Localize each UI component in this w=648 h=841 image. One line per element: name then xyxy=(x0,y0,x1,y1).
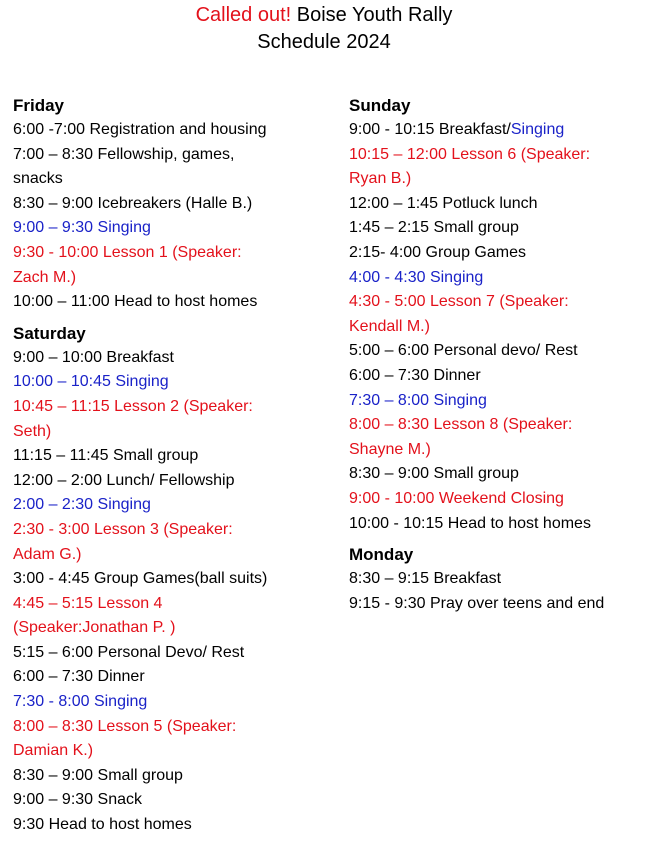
schedule-entry xyxy=(349,167,644,192)
entry-text: 8:00 – 8:30 Lesson 5 (Speaker: xyxy=(13,717,237,735)
entry-text: 9:00 - 10:15 Breakfast/ xyxy=(349,121,511,138)
schedule-entry xyxy=(13,665,331,690)
schedule-entry xyxy=(13,788,331,813)
schedule-entry xyxy=(349,266,644,291)
schedule-entry xyxy=(13,518,331,543)
entry-text: Ryan B.) xyxy=(349,170,412,188)
day-block xyxy=(349,543,644,616)
schedule-entry xyxy=(13,739,331,764)
entry-text: 7:30 - 8:00 Singing xyxy=(13,693,148,711)
day-heading: Saturday xyxy=(13,323,86,343)
title-line xyxy=(0,2,648,29)
entry-text: 10:00 – 11:00 Head to host homes xyxy=(13,293,258,311)
subtitle: Schedule 2024 xyxy=(257,31,391,53)
entry-text: 9:15 - 9:30 Pray over teens and end xyxy=(349,594,605,612)
entry-text: 12:00 – 1:45 Potluck lunch xyxy=(349,194,538,212)
day-heading: Monday xyxy=(349,545,414,565)
entry-text: 2:15- 4:00 Group Games xyxy=(349,243,526,261)
schedule-entry xyxy=(349,364,644,389)
entry-text: 9:00 – 9:30 Snack xyxy=(13,791,142,809)
entry-text: 6:00 – 7:30 Dinner xyxy=(13,668,145,686)
schedule-entry xyxy=(13,764,331,789)
entry-text: 10:15 – 12:00 Lesson 6 (Speaker: xyxy=(349,145,591,163)
entry-text: 9:30 Head to host homes xyxy=(13,816,192,834)
schedule-entry xyxy=(13,493,331,518)
schedule-entry xyxy=(349,143,644,168)
schedule-entry xyxy=(13,616,331,641)
schedule-entry xyxy=(349,118,644,143)
schedule-entry xyxy=(13,290,331,315)
entry-text: 9:00 – 10:00 Breakfast xyxy=(13,348,174,366)
schedule-entry xyxy=(349,462,644,487)
schedule-entry xyxy=(13,420,331,445)
entry-text: 7:00 – 8:30 Fellowship, games, xyxy=(13,145,235,163)
entry-text: 6:00 – 7:30 Dinner xyxy=(349,366,481,384)
schedule-entry xyxy=(349,592,644,617)
entry-text: 2:30 - 3:00 Lesson 3 (Speaker: xyxy=(13,520,233,538)
schedule-entry xyxy=(13,592,331,617)
day-heading: Friday xyxy=(13,96,65,115)
schedule-entry xyxy=(13,395,331,420)
entry-text: 10:45 – 11:15 Lesson 2 (Speaker: xyxy=(13,397,253,415)
entry-text: 11:15 – 11:45 Small group xyxy=(13,447,199,465)
schedule-entry xyxy=(13,813,331,838)
schedule-entry xyxy=(13,543,331,568)
schedule-entry xyxy=(349,512,644,537)
right-column xyxy=(349,94,644,616)
title-rest: Boise Youth Rally xyxy=(291,4,453,26)
day-block xyxy=(13,94,331,315)
entry-text: 2:00 – 2:30 Singing xyxy=(13,496,151,514)
schedule-entry xyxy=(13,346,331,371)
entry-text: 12:00 – 2:00 Lunch/ Fellowship xyxy=(13,471,235,489)
entry-text: Seth) xyxy=(13,422,52,440)
left-column xyxy=(13,94,331,838)
entry-text: 1:45 – 2:15 Small group xyxy=(349,219,519,237)
entry-text: 8:30 – 9:15 Breakfast xyxy=(349,570,502,588)
schedule-entry xyxy=(349,241,644,266)
title-accent: Called out! xyxy=(195,4,292,26)
schedule-entry xyxy=(13,241,331,266)
schedule-entry xyxy=(13,266,331,291)
entry-text: 6:00 -7:00 Registration and housing xyxy=(13,121,267,138)
schedule-entry xyxy=(13,641,331,666)
page-title xyxy=(0,2,648,56)
entry-text: 8:30 – 9:00 Small group xyxy=(349,465,519,483)
entry-text: Shayne M.) xyxy=(349,440,431,458)
entry-text: Kendall M.) xyxy=(349,317,430,335)
entry-text: 4:30 - 5:00 Lesson 7 (Speaker: xyxy=(349,293,569,311)
schedule-entry xyxy=(349,438,644,463)
entry-suffix-singing: Singing xyxy=(510,121,565,138)
entry-text: 8:30 – 9:00 Small group xyxy=(13,766,183,784)
schedule-entry xyxy=(13,715,331,740)
schedule-entry xyxy=(349,315,644,340)
schedule-entry xyxy=(349,339,644,364)
schedule-entry xyxy=(349,567,644,592)
entry-text: 4:45 – 5:15 Lesson 4 xyxy=(13,594,163,612)
entry-text: 5:15 – 6:00 Personal Devo/ Rest xyxy=(13,643,245,661)
entry-text: 10:00 – 10:45 Singing xyxy=(13,373,169,391)
schedule-entry xyxy=(13,143,331,168)
schedule-entry xyxy=(349,216,644,241)
schedule-entry xyxy=(349,192,644,217)
entry-text: 9:00 - 10:00 Weekend Closing xyxy=(349,489,564,507)
schedule-entry xyxy=(349,487,644,512)
schedule-entry xyxy=(13,690,331,715)
entry-text: 10:00 - 10:15 Head to host homes xyxy=(349,514,591,532)
schedule-entry xyxy=(349,290,644,315)
entry-text: snacks xyxy=(13,170,63,188)
day-block xyxy=(13,322,331,838)
schedule-entry xyxy=(13,370,331,395)
schedule-entry xyxy=(13,118,331,143)
entry-text: 8:30 – 9:00 Icebreakers (Halle B.) xyxy=(13,194,253,212)
schedule-entry xyxy=(13,469,331,494)
entry-text: 4:00 - 4:30 Singing xyxy=(349,268,484,286)
entry-text: Zach M.) xyxy=(13,268,77,286)
day-block xyxy=(349,94,644,536)
entry-text: (Speaker:Jonathan P. ) xyxy=(13,619,176,637)
schedule-entry xyxy=(349,413,644,438)
schedule-entry xyxy=(13,444,331,469)
entry-text: 3:00 - 4:45 Group Games(ball suits) xyxy=(13,570,268,588)
schedule-entry xyxy=(13,216,331,241)
day-heading: Sunday xyxy=(349,96,411,115)
entry-text: 9:30 - 10:00 Lesson 1 (Speaker: xyxy=(13,243,242,261)
entry-text: Damian K.) xyxy=(13,742,94,760)
entry-text: Adam G.) xyxy=(13,545,82,563)
schedule-entry xyxy=(13,192,331,217)
entry-text: 9:00 – 9:30 Singing xyxy=(13,219,151,237)
schedule-entry xyxy=(349,389,644,414)
entry-text: 5:00 – 6:00 Personal devo/ Rest xyxy=(349,342,578,360)
entry-text: 7:30 – 8:00 Singing xyxy=(349,391,487,409)
schedule-entry xyxy=(13,567,331,592)
schedule-entry xyxy=(13,167,331,192)
entry-text: 8:00 – 8:30 Lesson 8 (Speaker: xyxy=(349,416,573,434)
